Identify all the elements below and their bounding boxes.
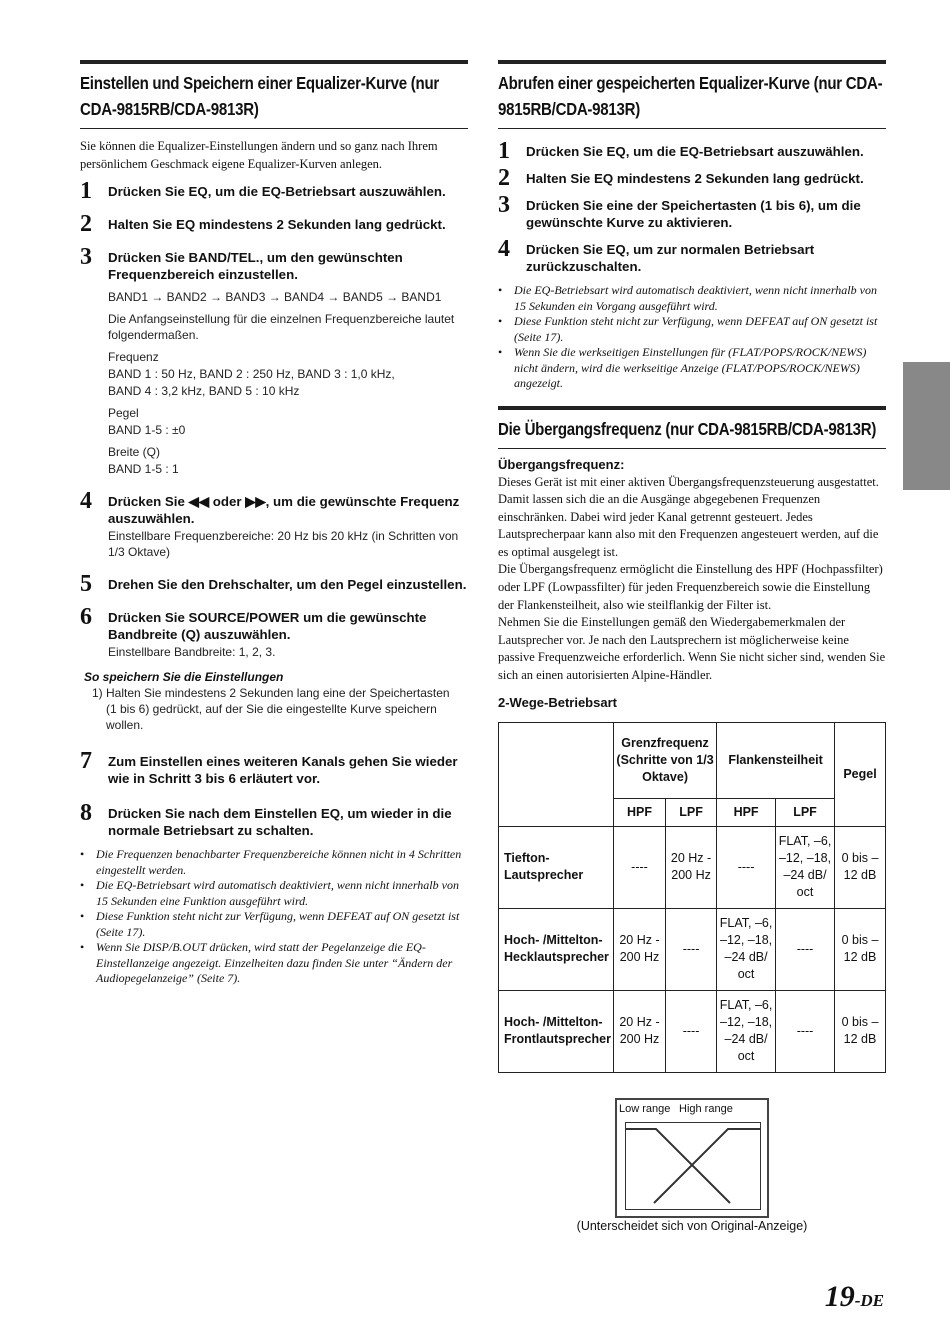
header-flankensteilheit: Flankensteilheit (717, 722, 835, 798)
note-item: • Wenn Sie DISP/B.OUT drücken, wird statt der Pegelanzeige die EQ-Einstellanzeige angezeigt. Einzelheiten dazu finden Sie unter “Ändern der Audiopegelanzeige” (Seite 7). (80, 940, 468, 987)
step-text: Drücken Sie SOURCE/POWER um die gewünschte Bandbreite (Q) auszuwählen. (108, 610, 427, 642)
header-lpf: LPF (776, 798, 835, 826)
step-text: Halten Sie EQ mindestens 2 Sekunden lang gedrückt. (526, 171, 864, 186)
header-hpf: HPF (614, 798, 666, 826)
step-number: 7 (80, 748, 92, 774)
table-heading: 2-Wege-Betriebsart (498, 694, 617, 710)
frequency-line-2: BAND 4 : 3,2 kHz, BAND 5 : 10 kHz (108, 384, 300, 398)
notes-list (80, 847, 468, 987)
crossover-curves (626, 1123, 760, 1209)
note-item: • Wenn Sie die werkseitigen Einstellungen für (FLAT/POPS/ROCK/NEWS) nicht ändern, wird die werkseitige Anzeige (FLAT/POPS/ROCK/NEWS) angezeigt. (498, 345, 886, 392)
level-value: BAND 1-5 : ±0 (108, 423, 186, 437)
step-3 (80, 244, 468, 477)
cell: FLAT, –6, –12, –18, –24 dB/ oct (717, 908, 776, 990)
right-column (498, 60, 886, 1073)
title-underline (498, 448, 886, 449)
cell: ---- (614, 826, 666, 908)
low-range-curve (626, 1129, 730, 1203)
step-number: 2 (498, 165, 510, 191)
step-number: 4 (498, 236, 510, 262)
step-4 (498, 236, 886, 275)
step-text: Drücken Sie BAND/TEL., um den gewünschten Frequenzbereich einzustellen. (108, 250, 403, 282)
step-number: 3 (80, 244, 92, 270)
cell: ---- (666, 990, 717, 1072)
cell: 20 Hz - 200 Hz (666, 826, 717, 908)
cell: 20 Hz - 200 Hz (614, 908, 666, 990)
cell: 20 Hz - 200 Hz (614, 990, 666, 1072)
step-number: 8 (80, 800, 92, 826)
step-5 (80, 571, 468, 597)
frequency-label: Frequenz (108, 350, 159, 364)
band-sequence: BAND1 → BAND2 → BAND3 → BAND4 → BAND5 → BAND1 (108, 290, 442, 304)
step-text: Drücken Sie nach dem Einstellen EQ, um wieder in die normale Betriebsart zu schalten. (108, 806, 452, 838)
section-tab (903, 362, 950, 490)
cell: 0 bis –12 dB (835, 908, 886, 990)
step-8 (80, 800, 468, 839)
note-item: • Diese Funktion steht nicht zur Verfügung, wenn DEFEAT auf ON gesetzt ist (Seite 17). (80, 909, 468, 940)
note-item: • Die EQ-Betriebsart wird automatisch deaktiviert, wenn nicht innerhalb von 15 Sekunden eine Funktion ausgeführt wird. (80, 878, 468, 909)
crossover-subheading: Übergangsfrequenz: (498, 456, 625, 472)
diagram-display (625, 1122, 761, 1210)
frequency-line-1: BAND 1 : 50 Hz, BAND 2 : 250 Hz, BAND 3 : 1,0 kHz, (108, 367, 395, 381)
step-text: Zum Einstellen eines weiteren Kanals gehen Sie wieder wie in Schritt 3 bis 6 erläutert vor. (108, 754, 458, 786)
cell: ---- (776, 908, 835, 990)
bandwidth-note: Einstellbare Bandbreite: 1, 2, 3. (108, 645, 276, 659)
table-row (499, 990, 886, 1072)
step-text: Halten Sie EQ mindestens 2 Sekunden lang gedrückt. (108, 217, 446, 232)
table-row (499, 826, 886, 908)
body-paragraph: Die Übergangsfrequenz ermöglicht die Einstellung des HPF (Hochpassfilter) oder LPF (Lowpassfilter) für jeden Frequenzbereich sowie die Einstellung der Flankensteilheit, also wie steilflankig der Filter ist. (498, 562, 883, 612)
page-number-value: 19 (824, 1280, 855, 1313)
cell: ---- (776, 990, 835, 1072)
step-2 (498, 165, 886, 191)
step-text: Drücken Sie EQ, um die EQ-Betriebsart auszuwählen. (526, 144, 864, 159)
note-item: • Die EQ-Betriebsart wird automatisch deaktiviert, wenn nicht innerhalb von 15 Sekunden ein Vorgang ausgeführt wird. (498, 283, 886, 314)
step-1 (80, 178, 468, 204)
header-grenzfrequenz: Grenzfrequenz (Schritte von 1/3 Oktave) (614, 722, 717, 798)
step-text: Drücken Sie ◀◀ oder ▶▶, um die gewünschte Frequenz auszuwählen. (108, 494, 460, 526)
save-heading: So speichern Sie die Einstellungen (84, 670, 284, 684)
step-3 (498, 192, 886, 231)
step-4 (80, 488, 468, 560)
width-value: BAND 1-5 : 1 (108, 462, 179, 476)
step-2 (80, 211, 468, 237)
title-underline (498, 128, 886, 129)
save-instruction: 1) Halten Sie mindestens 2 Sekunden lang eine der Speichertasten (1 bis 6) gedrückt, auf der Sie die eingestellte Kurve speichern wollen. (92, 686, 450, 732)
cell: ---- (666, 908, 717, 990)
diagram-caption: (Unterscheidet sich von Original-Anzeige) (576, 1219, 808, 1233)
step-number: 3 (498, 192, 510, 218)
cell: FLAT, –6, –12, –18, –24 dB/ oct (717, 990, 776, 1072)
step-number: 1 (498, 138, 510, 164)
cell: ---- (717, 826, 776, 908)
crossover-table (498, 722, 886, 1073)
section-title: Die Übergangsfrequenz (nur CDA-9815RB/CDA-9813R) (498, 418, 877, 439)
body-paragraph: Nehmen Sie die Einstellungen gemäß den Wiedergabemerkmalen der Lautsprecher vor. Je nach den Lautsprechern ist möglicherweise keine passive Frequenzweiche erforderlich. Wenn Sie nicht sicher sind, wenden Sie sich an einen autorisierten Alpine-Händler. (498, 615, 886, 683)
body-paragraph: Dieses Gerät ist mit einer aktiven Übergangsfrequenzsteuerung ausgestattet. Damit lassen sich die an die Ausgänge abgegebenen Frequenzen einschränken. Dabei wird jeder Kanal getrennt gesteuert. Jedes Lautsprecherpaar kann also mit den Frequenzen angesteuert werden, auf die es optimal ausgelegt ist. (498, 474, 879, 559)
section-title: Abrufen einer gespeicherten Equalizer-Kurve (nur CDA-9815RB/CDA-9813R) (498, 73, 883, 119)
low-range-label: Low range (619, 1103, 671, 1115)
step-number: 2 (80, 211, 92, 237)
width-label: Breite (Q) (108, 445, 161, 459)
table-row (499, 908, 886, 990)
header-lpf: LPF (666, 798, 717, 826)
intro-text: Sie können die Equalizer-Einstellungen ändern und so ganz nach Ihrem persönlichem Geschmack eigene Equalizer-Kurven anlegen. (80, 139, 438, 171)
step-number: 6 (80, 604, 92, 630)
high-range-label: High range (679, 1103, 733, 1115)
notes-list (498, 283, 886, 392)
step-1 (498, 138, 886, 164)
row-label: Tiefton-Lautsprecher (499, 826, 614, 908)
header-pegel: Pegel (835, 722, 886, 826)
step-text: Drücken Sie eine der Speichertasten (1 bis 6), um die gewünschte Kurve zu aktivieren. (526, 198, 861, 230)
step-text: Drücken Sie EQ, um die EQ-Betriebsart auszuwählen. (108, 184, 446, 199)
header-hpf: HPF (717, 798, 776, 826)
note-item: • Diese Funktion steht nicht zur Verfügung, wenn DEFEAT auf ON gesetzt ist (Seite 17). (498, 314, 886, 345)
cell: 0 bis –12 dB (835, 990, 886, 1072)
cell: 0 bis –12 dB (835, 826, 886, 908)
page-language-suffix: -DE (854, 1291, 884, 1310)
row-label: Hoch- /Mittelton-Hecklautsprecher (499, 908, 614, 990)
page-number (825, 1280, 884, 1314)
step-text: Drücken Sie EQ, um zur normalen Betriebsart zurückzuschalten. (526, 242, 815, 274)
step-7 (80, 748, 468, 787)
step-number: 4 (80, 488, 92, 514)
crossover-diagram (615, 1098, 769, 1218)
row-label: Hoch- /Mittelton-Frontlautsprecher (499, 990, 614, 1072)
step-number: 1 (80, 178, 92, 204)
high-range-curve (654, 1129, 760, 1203)
note-item: • Die Frequenzen benachbarter Frequenzbereiche können nicht in 4 Schritten eingestellt werden. (80, 847, 468, 878)
title-underline (80, 128, 468, 129)
empty-header-cell (499, 722, 614, 826)
cell: FLAT, –6, –12, –18, –24 dB/ oct (776, 826, 835, 908)
initial-setting-text: Die Anfangseinstellung für die einzelnen Frequenzbereiche lautet folgendermaßen. (108, 312, 455, 342)
frequency-range-note: Einstellbare Frequenzbereiche: 20 Hz bis 20 kHz (in Schritten von 1/3 Oktave) (108, 529, 459, 559)
section-title: Einstellen und Speichern einer Equalizer-Kurve (nur CDA-9815RB/CDA-9813R) (80, 73, 439, 119)
step-text: Drehen Sie den Drehschalter, um den Pegel einzustellen. (108, 577, 467, 592)
level-label: Pegel (108, 406, 139, 420)
step-number: 5 (80, 571, 92, 597)
left-column (80, 60, 468, 987)
step-6 (80, 604, 468, 660)
